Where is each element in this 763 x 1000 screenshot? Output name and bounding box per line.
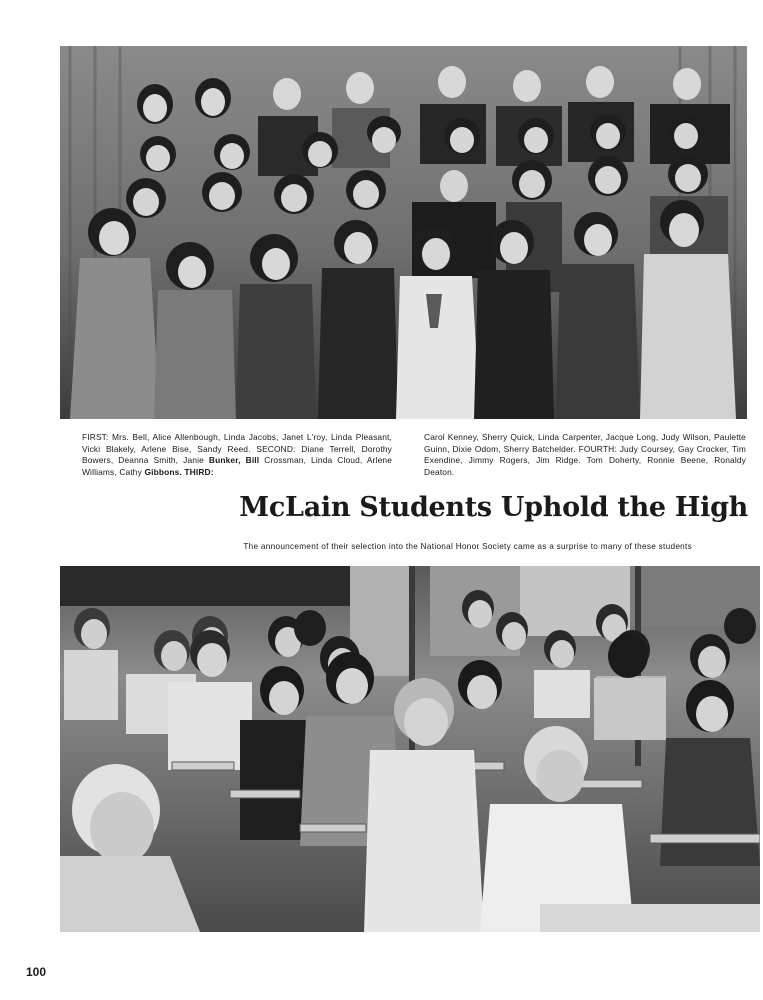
subhead: The announcement of their selection into the National Honor Society came as a surprise to many of these students bbox=[243, 542, 692, 551]
group-photo bbox=[60, 46, 747, 419]
classroom-photo bbox=[60, 566, 760, 932]
group-photo-illustration bbox=[60, 46, 747, 419]
group-photo-caption-right: Carol Kenney, Sherry Quick, Linda Carpenter, Jacque Long, Judy Wilson, Paulette Guinn, Dixie Odom, Sherry Batchelder. FOURTH: Judy Coursey, Gay Crocker, Tim Exendine, Jimmy Rogers, Jim Ridge. Tom Doherty, Ronnie Beene, Ronaldy Deaton. bbox=[424, 432, 746, 477]
caption-segment-2: Bunker, Bill bbox=[208, 455, 260, 465]
classroom-photo-illustration bbox=[60, 566, 760, 932]
caption-segment-3: Crossman, Linda Cloud, Arlene Williams, Cathy bbox=[82, 455, 393, 477]
group-photo-caption-left bbox=[82, 432, 392, 478]
caption-segment-1: FIRST: Mrs. Bell, Alice Allenbough, Linda Jacobs, Janet L'roy, Linda Pleasant, Vicki Blakely, Arlene Bise, Sandy Reed. SECOND: Diane Terrell, Dorothy Bowers, Deanna Smith, Janie bbox=[82, 432, 392, 465]
page-number: 100 bbox=[26, 965, 47, 979]
caption-segment-4: Gibbons. THIRD: bbox=[144, 466, 214, 477]
headline: McLain Students Uphold the High bbox=[239, 492, 748, 523]
